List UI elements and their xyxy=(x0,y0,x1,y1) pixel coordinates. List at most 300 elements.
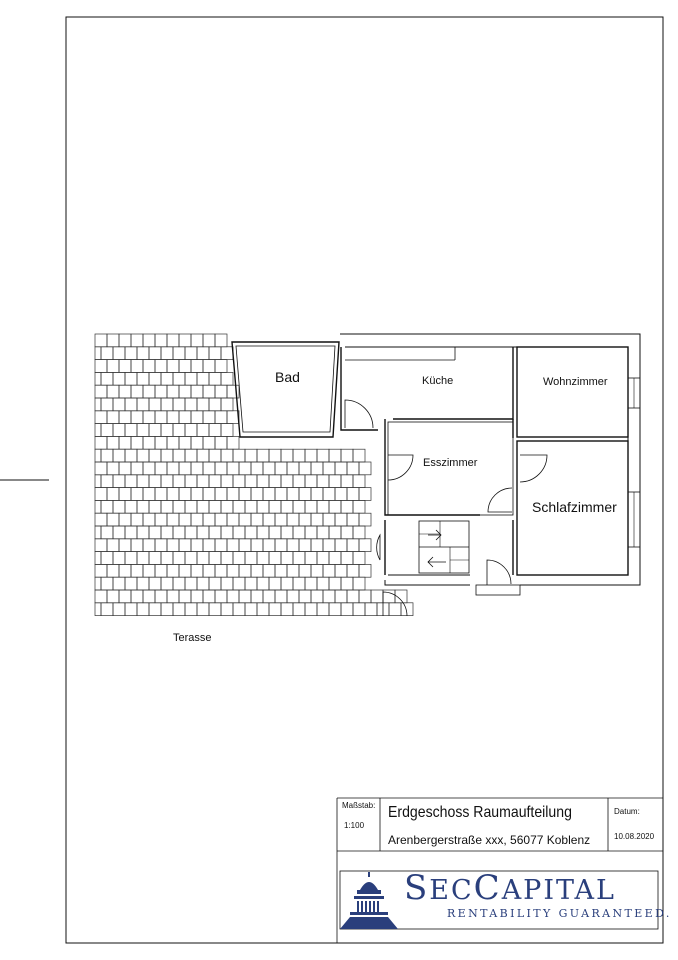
terrace-tile xyxy=(161,500,173,513)
terrace-tile xyxy=(335,462,347,475)
terrace-tile xyxy=(221,398,233,411)
terrace-tile xyxy=(137,577,149,590)
terrace-tile xyxy=(341,500,353,513)
terrace-tile xyxy=(95,590,107,603)
terrace-tile xyxy=(149,424,161,437)
terrace-tile xyxy=(119,334,131,347)
terrace-tile xyxy=(95,513,107,526)
terrace-tile xyxy=(347,564,359,577)
terrace-tile xyxy=(107,539,119,552)
terrace-tile xyxy=(95,539,107,552)
terrace-tile xyxy=(197,347,209,360)
terrace-tile xyxy=(185,398,197,411)
terrace-tile xyxy=(107,462,119,475)
terrace-tile xyxy=(155,513,167,526)
terrace-tile xyxy=(353,577,365,590)
terrace-tile xyxy=(227,564,239,577)
terrace-tile xyxy=(335,539,347,552)
terrace-tile xyxy=(137,526,149,539)
terrace-tile xyxy=(197,449,209,462)
terrace-tile xyxy=(173,603,185,616)
terrace-tile xyxy=(215,462,227,475)
terrace-tile xyxy=(95,449,101,462)
terrace-tile xyxy=(185,449,197,462)
terrace-tile xyxy=(209,475,221,488)
terrace-tile xyxy=(137,449,149,462)
terrace-tile xyxy=(131,360,143,373)
terrace-tile xyxy=(107,488,119,501)
entrance-step xyxy=(476,585,520,595)
terrace-tile xyxy=(185,347,197,360)
terrace-tile xyxy=(107,436,119,449)
terrace-door xyxy=(383,592,407,616)
terrace-tile xyxy=(113,449,125,462)
terrace-tile xyxy=(179,411,191,424)
terrace-tile xyxy=(233,449,245,462)
terrace-tile xyxy=(155,488,167,501)
terrace-tile xyxy=(119,411,131,424)
terrace-tile xyxy=(95,462,107,475)
terrace-tile xyxy=(185,424,197,437)
terrace-tile xyxy=(389,603,401,616)
terrace-tile xyxy=(119,462,131,475)
terrace-tile xyxy=(107,590,119,603)
terrace-tile xyxy=(323,513,335,526)
terrace-tile xyxy=(173,500,185,513)
terrace-tile xyxy=(311,513,323,526)
terrace-tile xyxy=(101,424,113,437)
terrace-tile xyxy=(269,475,281,488)
terrace-tile xyxy=(281,449,293,462)
terrace-tile xyxy=(257,552,269,565)
terrace-tile xyxy=(263,539,275,552)
terrace-tile xyxy=(287,539,299,552)
terrace-tile xyxy=(275,513,287,526)
terrace-tile xyxy=(155,590,167,603)
terrace-tile xyxy=(221,449,233,462)
terrace-tile xyxy=(149,552,161,565)
terrace-tile xyxy=(257,475,269,488)
terrace-tile xyxy=(329,603,341,616)
terrace-tile xyxy=(101,475,113,488)
terrace-tile xyxy=(191,411,203,424)
entrance-door xyxy=(487,560,511,585)
terrace-tile xyxy=(281,603,293,616)
terrace-tile xyxy=(203,564,215,577)
terrace-tile xyxy=(353,526,365,539)
terrace-tile xyxy=(161,347,173,360)
terrace-tile xyxy=(155,539,167,552)
terrace-tile xyxy=(167,334,179,347)
terrace-tile xyxy=(323,539,335,552)
terrace-tile xyxy=(221,552,233,565)
terrace-tile xyxy=(143,360,155,373)
terrace-tile xyxy=(107,513,119,526)
terrace-tile xyxy=(293,500,305,513)
terrace-tile xyxy=(341,577,353,590)
terrace-tile xyxy=(281,475,293,488)
terrace-tile xyxy=(359,513,371,526)
terrace-tile xyxy=(197,398,209,411)
terrace-tile xyxy=(305,526,317,539)
terrace-tile xyxy=(251,462,263,475)
terrace-tile xyxy=(209,347,221,360)
terrace-tile xyxy=(95,334,107,347)
terrace-tile xyxy=(347,513,359,526)
terrace-tile xyxy=(335,513,347,526)
drawing-title: Erdgeschoss Raumaufteilung xyxy=(388,804,572,821)
terrace-tile xyxy=(227,513,239,526)
terrace-tile xyxy=(173,398,185,411)
terrace-tile xyxy=(317,526,329,539)
terrace-tile xyxy=(173,424,185,437)
terrace-tile xyxy=(335,564,347,577)
terrace-tile xyxy=(275,488,287,501)
terrace-tile xyxy=(335,488,347,501)
terrace-tile xyxy=(329,475,341,488)
terrace-tile xyxy=(161,475,173,488)
terrace-tile xyxy=(275,539,287,552)
terrace-tile xyxy=(197,603,209,616)
kueche-door xyxy=(345,400,373,428)
terrace-tile xyxy=(221,603,233,616)
terrace-tile xyxy=(257,500,269,513)
terrace-tile xyxy=(113,603,125,616)
terrace-tile xyxy=(215,564,227,577)
terrace-tile xyxy=(353,552,365,565)
terrace-tile xyxy=(125,603,137,616)
terrace-tile xyxy=(221,500,233,513)
terrace-tile xyxy=(233,552,245,565)
terrace-tile xyxy=(263,590,275,603)
terrace-tile xyxy=(215,334,227,347)
terrace-tile xyxy=(287,513,299,526)
terrace-tile xyxy=(191,488,203,501)
drawing-address: Arenbergerstraße xxx, 56077 Koblenz xyxy=(388,833,591,847)
terrace-tile xyxy=(161,552,173,565)
terrace-tile xyxy=(227,411,239,424)
terrace-tile xyxy=(167,411,179,424)
terrace-tile xyxy=(197,424,209,437)
terrace-tile xyxy=(143,564,155,577)
terrace-tile xyxy=(293,552,305,565)
terrace-tile xyxy=(221,372,233,385)
terrace-tile xyxy=(299,564,311,577)
terrace-tile xyxy=(95,564,107,577)
terrace-tile xyxy=(137,372,149,385)
schlafzimmer-door xyxy=(520,455,547,482)
terrace-tile xyxy=(125,577,137,590)
terrace-tile xyxy=(95,500,101,513)
terrace-tile xyxy=(245,526,257,539)
terrace-tile xyxy=(221,475,233,488)
terrace-tile xyxy=(323,564,335,577)
terrace-tile xyxy=(359,590,371,603)
terrace-tile xyxy=(341,603,353,616)
terrace-tile xyxy=(257,577,269,590)
terrace-tile xyxy=(113,475,125,488)
terrace-tile xyxy=(317,475,329,488)
terrace-tile xyxy=(137,500,149,513)
terrace-tile xyxy=(197,475,209,488)
terrace-tile xyxy=(173,577,185,590)
terrace-tile xyxy=(113,526,125,539)
terrace-tile xyxy=(95,475,101,488)
terrace-tile xyxy=(299,462,311,475)
terrace-tile xyxy=(143,513,155,526)
terrace-tile xyxy=(203,590,215,603)
room-label-wohnzimmer: Wohnzimmer xyxy=(543,376,608,388)
terrace-tile xyxy=(281,526,293,539)
terrace-tile xyxy=(233,603,245,616)
terrace-tile xyxy=(185,603,197,616)
terrace-tile xyxy=(107,334,119,347)
terrace-tile xyxy=(161,398,173,411)
terrace-tile xyxy=(191,590,203,603)
terrace-tile xyxy=(179,590,191,603)
terrace-tile xyxy=(101,372,113,385)
terrace-tile xyxy=(311,564,323,577)
room-label-kueche: Küche xyxy=(422,375,454,387)
terrace-tile xyxy=(143,334,155,347)
terrace-tile xyxy=(203,539,215,552)
terrace-tile xyxy=(275,462,287,475)
terrace-tile xyxy=(161,449,173,462)
terrace-tile xyxy=(209,577,221,590)
capitol-dome-icon xyxy=(340,872,398,929)
company-logo-name xyxy=(404,868,616,908)
terrace-tile xyxy=(221,526,233,539)
company-logo-tagline: RENTABILITY GUARANTEED. xyxy=(447,907,672,920)
terrace-tile xyxy=(149,449,161,462)
terrace-tile xyxy=(263,564,275,577)
terrace-tile xyxy=(113,577,125,590)
terrace-tile xyxy=(215,360,227,373)
terrace-tile xyxy=(203,334,215,347)
terrace-tile xyxy=(287,462,299,475)
terrace-tile xyxy=(209,603,221,616)
terrace-tile xyxy=(119,488,131,501)
stair-door xyxy=(377,535,380,560)
terrace-tile xyxy=(125,398,137,411)
terrace-tile xyxy=(197,500,209,513)
terrace-tile xyxy=(179,360,191,373)
terrace-tile xyxy=(179,539,191,552)
terrace-tile xyxy=(245,577,257,590)
terrace-tile xyxy=(281,500,293,513)
terrace-tile xyxy=(209,424,221,437)
terrace-tile xyxy=(203,488,215,501)
terrace-tile xyxy=(335,590,347,603)
terrace-tile xyxy=(143,436,155,449)
terrace-tile xyxy=(209,398,221,411)
terrace-tile xyxy=(239,564,251,577)
terrace-tile xyxy=(143,385,155,398)
terrace-tile xyxy=(179,385,191,398)
terrace-tile xyxy=(191,385,203,398)
logo-name-cap-1: S xyxy=(404,868,430,908)
terrace-tile xyxy=(191,539,203,552)
terrace-tile xyxy=(317,449,329,462)
terrace-tile xyxy=(215,436,227,449)
terrace-tile xyxy=(359,539,371,552)
terrace-tile xyxy=(95,398,101,411)
terrace-tile xyxy=(215,590,227,603)
terrace-tile xyxy=(107,564,119,577)
terrace-tile xyxy=(185,372,197,385)
logo-name-rest-2: APITAL xyxy=(501,875,616,906)
terrace-tile xyxy=(149,475,161,488)
terrace-tile xyxy=(167,385,179,398)
terrace-tile xyxy=(149,398,161,411)
scale-label: Maßstab: xyxy=(342,801,376,810)
room-label-schlafzimmer: Schlafzimmer xyxy=(532,499,617,515)
scale-value: 1:100 xyxy=(344,821,365,830)
terrace-tile xyxy=(173,552,185,565)
terrace-tile xyxy=(107,385,119,398)
terrace-tile xyxy=(167,513,179,526)
stair-arrow-up xyxy=(428,530,441,540)
terrace-tile xyxy=(293,577,305,590)
terrace-tile xyxy=(221,577,233,590)
terrace-tile xyxy=(191,513,203,526)
terrace-tile xyxy=(167,360,179,373)
terrace-tile xyxy=(215,513,227,526)
terrace-tile xyxy=(101,398,113,411)
terrace-tile xyxy=(161,526,173,539)
stair-arrow-down xyxy=(428,557,446,567)
terrace-tile xyxy=(125,526,137,539)
terrace-tile xyxy=(269,603,281,616)
terrace-tile xyxy=(305,475,317,488)
terrace-tile xyxy=(155,385,167,398)
terrace-tile xyxy=(173,475,185,488)
terrace-tile xyxy=(245,449,257,462)
terrace-tile xyxy=(119,539,131,552)
terrace-tile xyxy=(113,552,125,565)
terrace-tile xyxy=(269,500,281,513)
terrace-tile xyxy=(299,488,311,501)
terrace-tile xyxy=(329,500,341,513)
terrace-tile xyxy=(179,462,191,475)
terrace-tile xyxy=(353,603,365,616)
terrace-tile xyxy=(347,539,359,552)
terrace-tile xyxy=(233,500,245,513)
terrace-tile xyxy=(359,564,371,577)
terrace-tile xyxy=(149,603,161,616)
terrace-tile xyxy=(239,590,251,603)
terrace-tile xyxy=(95,385,107,398)
terrace-tile xyxy=(329,449,341,462)
terrace-tile xyxy=(215,539,227,552)
terrace-tile xyxy=(227,539,239,552)
terrace-tile xyxy=(323,488,335,501)
terrace-tile xyxy=(341,552,353,565)
terrace-tile xyxy=(275,564,287,577)
terrace-tile xyxy=(119,385,131,398)
terrace-tile xyxy=(179,334,191,347)
terrace-tiles xyxy=(95,334,413,616)
terrace-tile xyxy=(101,603,113,616)
terrace-tile xyxy=(221,347,233,360)
terrace-tile xyxy=(161,424,173,437)
terrace-tile xyxy=(113,424,125,437)
terrace-tile xyxy=(131,411,143,424)
logo-name-rest-1: EC xyxy=(429,875,474,906)
terrace-tile xyxy=(125,372,137,385)
terrace-tile xyxy=(167,462,179,475)
terrace-tile xyxy=(101,449,113,462)
terrace-tile xyxy=(167,436,179,449)
terrace-tile xyxy=(191,436,203,449)
terrace-tile xyxy=(305,449,317,462)
terrace-tile xyxy=(143,411,155,424)
terrace-tile xyxy=(143,462,155,475)
terrace-tile xyxy=(119,436,131,449)
terrace-tile xyxy=(113,500,125,513)
terrace-tile xyxy=(299,513,311,526)
terrace-tile xyxy=(149,526,161,539)
terrace-tile xyxy=(155,360,167,373)
terrace-tile xyxy=(251,488,263,501)
terrace-tile xyxy=(251,513,263,526)
terrace-tile xyxy=(233,577,245,590)
room-label-bad: Bad xyxy=(275,369,300,385)
terrace-tile xyxy=(95,577,101,590)
terrace-tile xyxy=(191,334,203,347)
terrace-tile xyxy=(209,526,221,539)
terrace-tile xyxy=(143,539,155,552)
terrace-tile xyxy=(245,475,257,488)
terrace-tile xyxy=(167,590,179,603)
terrace-tile xyxy=(179,488,191,501)
terrace-tile xyxy=(323,462,335,475)
terrace-tile xyxy=(215,488,227,501)
terrace-tile xyxy=(287,564,299,577)
terrace-tile xyxy=(173,449,185,462)
terrace-tile xyxy=(203,360,215,373)
area-label-terasse: Terasse xyxy=(173,632,212,644)
terrace-tile xyxy=(227,462,239,475)
terrace-tile xyxy=(191,360,203,373)
terrace-tile xyxy=(275,590,287,603)
terrace-tile xyxy=(371,590,383,603)
terrace-tile xyxy=(113,347,125,360)
terrace-tile xyxy=(353,500,365,513)
terrace-tile xyxy=(173,526,185,539)
terrace-tile xyxy=(155,564,167,577)
terrace-tile xyxy=(269,526,281,539)
terrace-tile xyxy=(251,590,263,603)
terrace-tile xyxy=(167,488,179,501)
terrace-tile xyxy=(179,513,191,526)
terrace-tile xyxy=(263,488,275,501)
terrace-tile xyxy=(131,539,143,552)
terrace-tile xyxy=(347,488,359,501)
terrace-tile xyxy=(113,372,125,385)
terrace-tile xyxy=(221,424,233,437)
terrace-tile xyxy=(209,449,221,462)
terrace-tile xyxy=(329,552,341,565)
terrace-tile xyxy=(215,411,227,424)
terrace-tile xyxy=(131,334,143,347)
terrace-tile xyxy=(137,552,149,565)
terrace-tile xyxy=(269,449,281,462)
terrace-tile xyxy=(119,513,131,526)
kueche-walls xyxy=(341,347,513,430)
terrace-tile xyxy=(341,449,353,462)
terrace-tile xyxy=(149,347,161,360)
